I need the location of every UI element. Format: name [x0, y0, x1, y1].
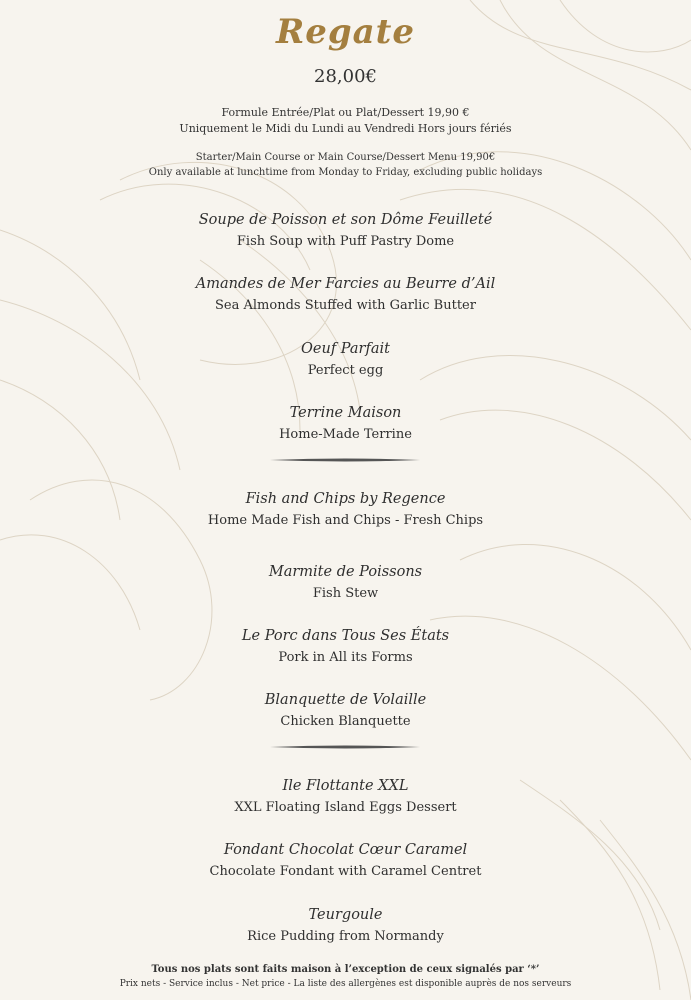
dish-name-fr: Blanquette de Volaille [264, 692, 427, 708]
dish-item [0, 488, 691, 531]
dish-name-fr: Fish and Chips by Regence [245, 491, 446, 507]
formula-en-line1: Starter/Main Course or Main Course/Dessert Menu 19,90€ [195, 152, 496, 163]
dish-name-fr: Soupe de Poisson et son Dôme Feuilleté [198, 212, 493, 228]
dish-name-fr: Ile Flottante XXL [282, 778, 409, 794]
dish-name-en: Rice Pudding from Normandy [247, 929, 444, 944]
dish-item [0, 402, 691, 445]
dish-item [0, 561, 691, 604]
dish-name-fr: Marmite de Poissons [268, 564, 423, 580]
dish-name-en: Chocolate Fondant with Caramel Centret [209, 864, 482, 879]
dish-item [0, 338, 691, 381]
dish-name-fr: Terrine Maison [289, 405, 402, 421]
dish-item [0, 839, 691, 882]
footer [0, 963, 691, 991]
menu-price: 28,00€ [314, 66, 377, 87]
section-divider [270, 743, 420, 751]
dish-item [0, 904, 691, 947]
dish-name-en: Home-Made Terrine [279, 427, 412, 442]
dish-name-en: Home Made Fish and Chips - Fresh Chips [207, 513, 484, 528]
dish-name-en: Fish Stew [312, 586, 379, 601]
dish-name-en: Perfect egg [307, 363, 384, 378]
dish-name-fr: Amandes de Mer Farcies au Beurre d’Ail [195, 276, 496, 292]
formula-fr-line2: Uniquement le Midi du Lundi au Vendredi Hors jours fériés [179, 122, 512, 135]
dish-name-fr: Teurgoule [308, 907, 383, 923]
dish-name-en: Chicken Blanquette [280, 714, 411, 729]
formula-fr [0, 105, 691, 137]
dish-name-en: Pork in All its Forms [278, 650, 413, 665]
dish-item [0, 689, 691, 732]
menu-title: Regate [275, 12, 416, 52]
dish-name-fr: Oeuf Parfait [301, 341, 390, 357]
legal-note: Prix nets - Service inclus - Net price - La liste des allergènes est disponible auprès de nos serveurs [119, 979, 572, 989]
dish-name-en: Sea Almonds Stuffed with Garlic Butter [215, 298, 476, 313]
dish-name-fr: Le Porc dans Tous Ses États [241, 628, 450, 644]
formula-en-line2: Only available at lunchtime from Monday to Friday, excluding public holidays [148, 167, 543, 178]
homemade-note: Tous nos plats sont faits maison à l’exception de ceux signalés par ‘*’ [151, 964, 540, 975]
formula-en [0, 150, 691, 180]
dish-name-fr: Fondant Chocolat Cœur Caramel [223, 842, 468, 858]
dish-name-en: XXL Floating Island Eggs Dessert [234, 800, 457, 815]
dish-item [0, 775, 691, 818]
dish-name-en: Fish Soup with Puff Pastry Dome [236, 234, 455, 249]
formula-fr-line1: Formule Entrée/Plat ou Plat/Dessert 19,90 € [221, 106, 470, 119]
dish-item [0, 209, 691, 252]
dish-item [0, 625, 691, 668]
section-divider [270, 456, 420, 464]
dish-item [0, 273, 691, 316]
